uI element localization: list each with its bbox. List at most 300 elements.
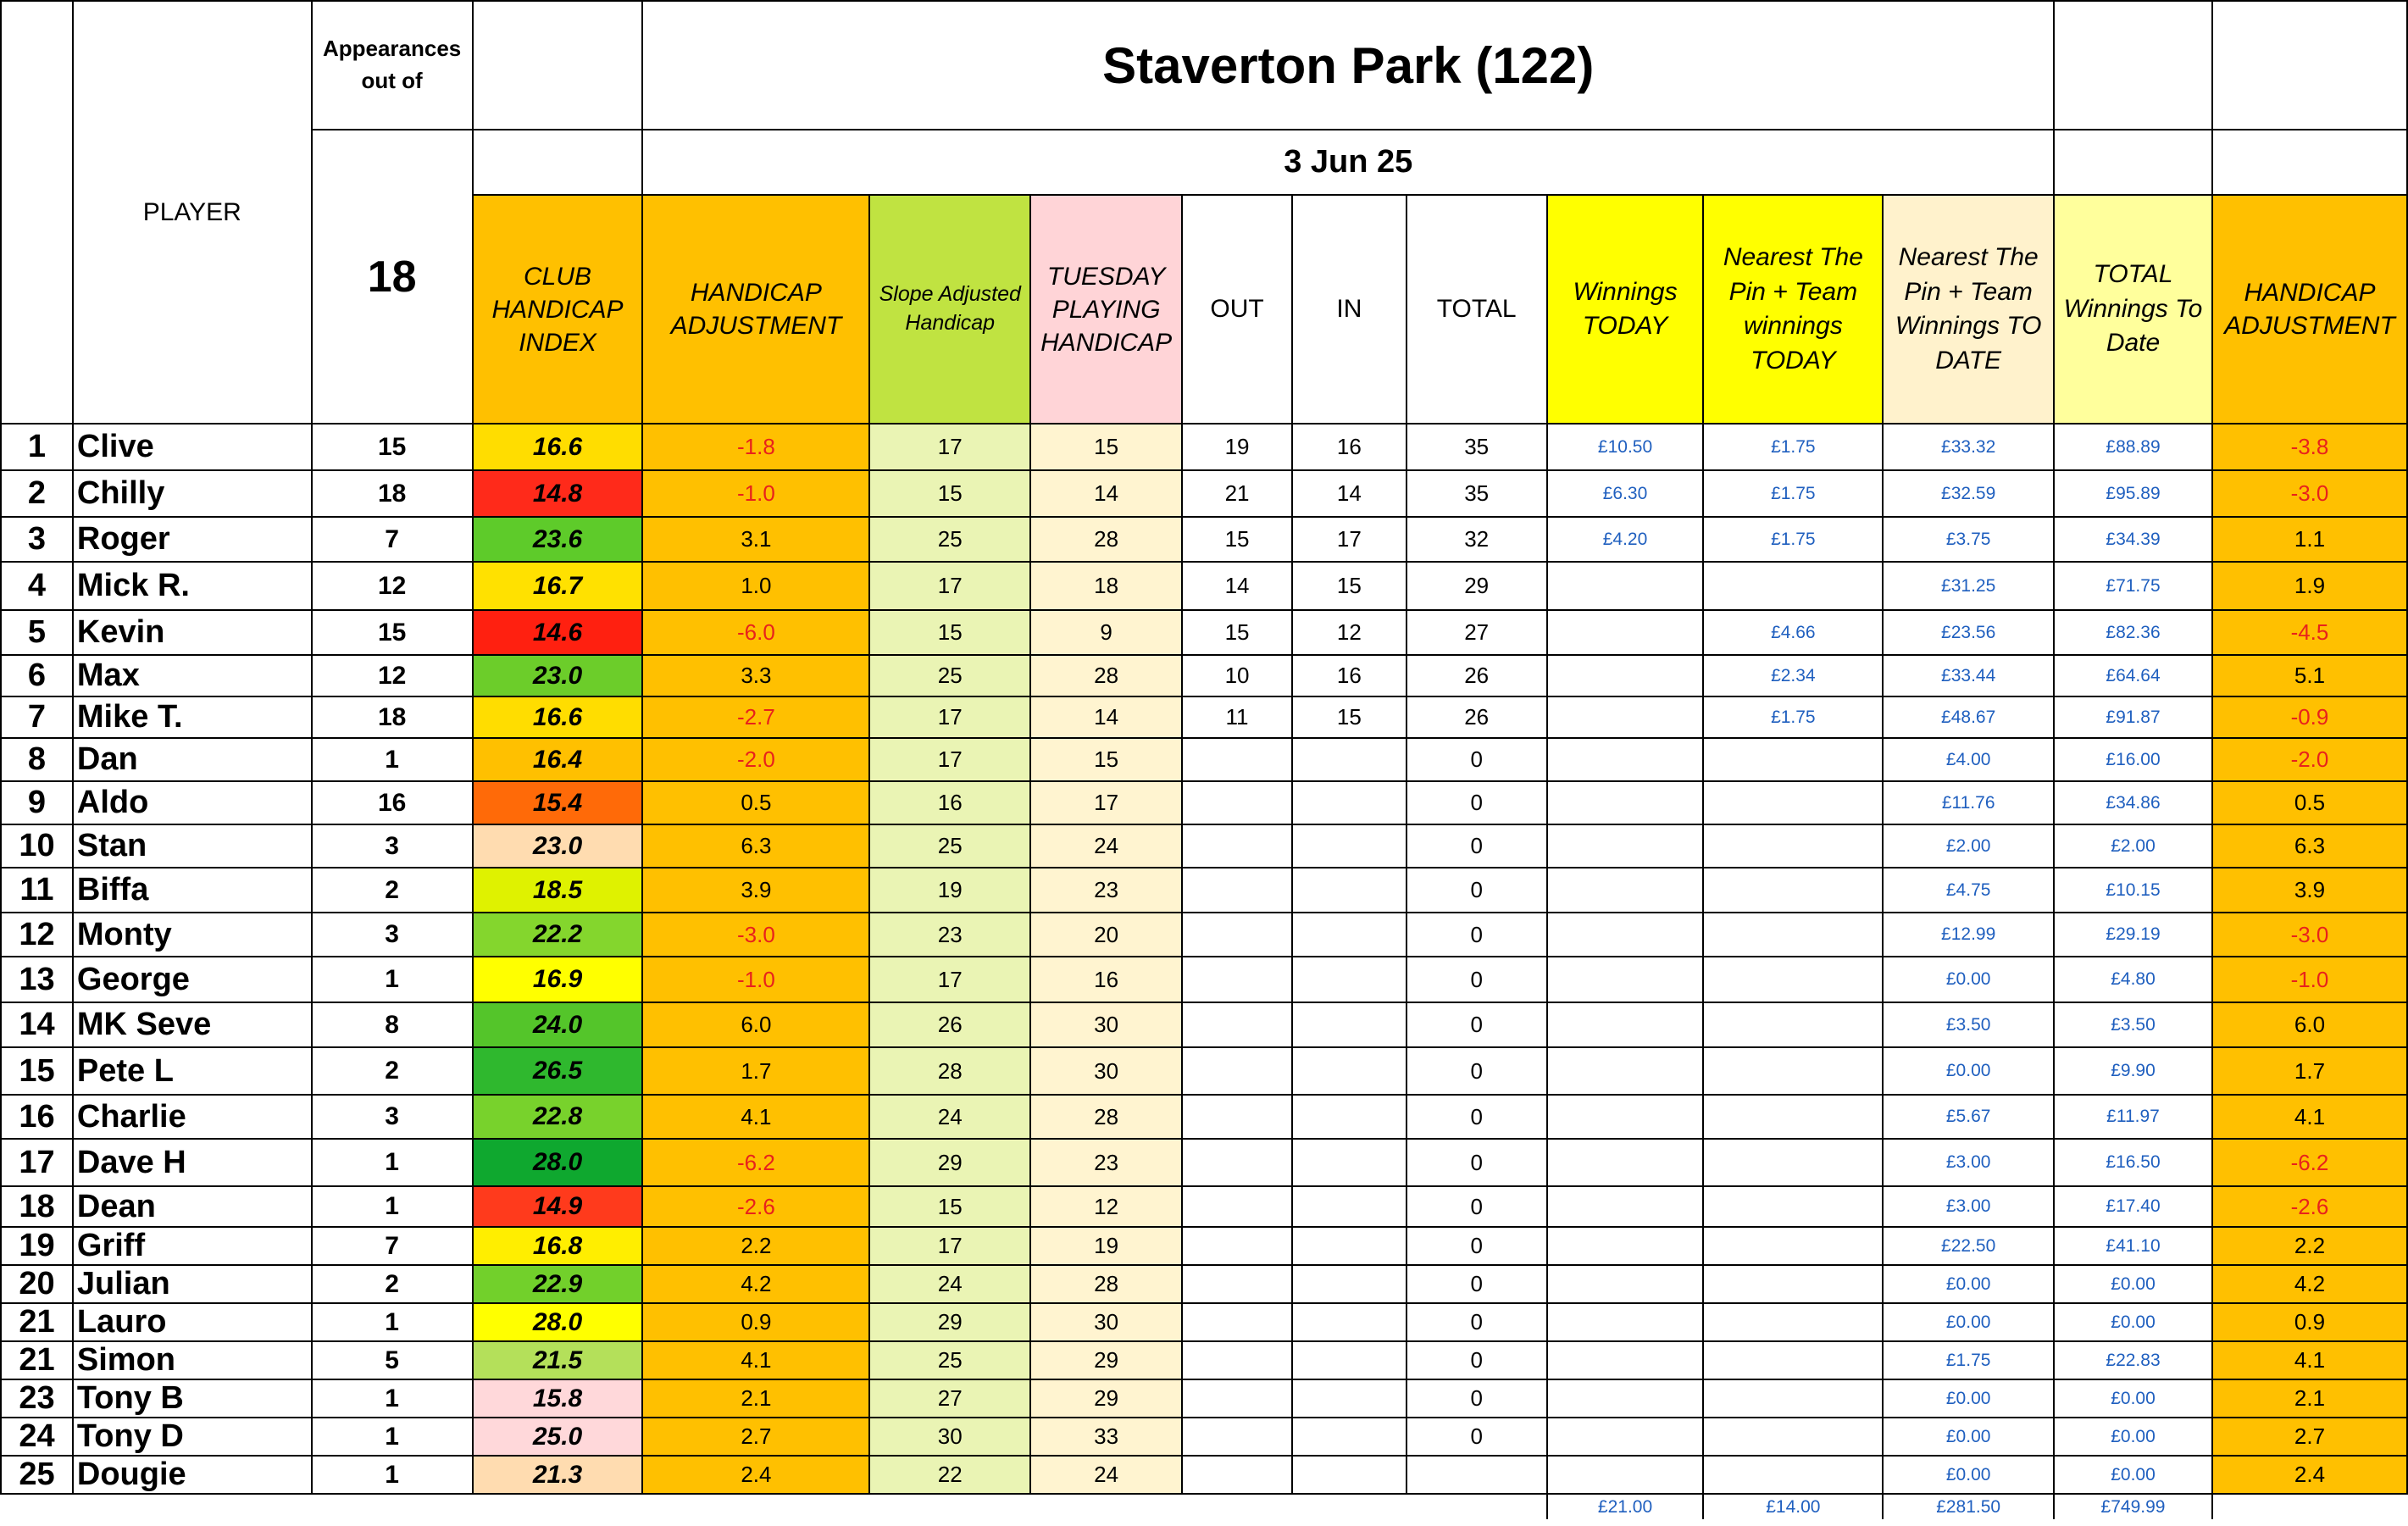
playing-handicap-cell: 30 (1030, 1002, 1182, 1047)
club-handicap-cell: 22.9 (473, 1265, 643, 1303)
player-row (1, 957, 2407, 1002)
ntp-today-cell (1703, 1456, 1883, 1494)
in-score-cell (1292, 1379, 1407, 1418)
blank-header-cell (2212, 1, 2407, 130)
appearances-cell: 1 (312, 957, 473, 1002)
handicap-adjustment-cell: 2.1 (642, 1379, 869, 1418)
ntp-today-cell (1703, 957, 1883, 1002)
out-score-cell (1182, 1265, 1292, 1303)
total-winnings-cell: £41.10 (2054, 1227, 2212, 1265)
in-score-cell (1292, 1227, 1407, 1265)
player-row (1, 610, 2407, 655)
ntp-today-cell (1703, 1002, 1883, 1047)
in-score-cell: 15 (1292, 562, 1407, 610)
handicap-adjustment-cell: -6.0 (642, 610, 869, 655)
out-score-cell: 15 (1182, 517, 1292, 562)
handicap-adjustment-2-cell: 6.0 (2212, 1002, 2407, 1047)
position-cell: 20 (1, 1265, 73, 1303)
appearances-cell: 1 (312, 1379, 473, 1418)
ntp-today-cell (1703, 824, 1883, 868)
total-score-cell: 0 (1407, 1047, 1547, 1095)
ntp-today-cell: £1.75 (1703, 517, 1883, 562)
in-score-cell (1292, 913, 1407, 957)
handicap-adjustment-header: HANDICAP ADJUSTMENT (642, 195, 869, 424)
appearances-cell: 1 (312, 738, 473, 781)
club-handicap-cell: 16.6 (473, 424, 643, 470)
winnings-today-cell (1547, 610, 1704, 655)
total-score-cell: 0 (1407, 957, 1547, 1002)
ntp-to-date-cell: £0.00 (1883, 1303, 2054, 1341)
total-score-cell: 0 (1407, 1265, 1547, 1303)
ntp-today-cell (1703, 1227, 1883, 1265)
handicap-adjustment-2-cell: 4.1 (2212, 1095, 2407, 1139)
total-winnings-header: TOTAL Winnings To Date (2054, 195, 2212, 424)
ntp-to-date-cell: £3.00 (1883, 1186, 2054, 1227)
total-winnings-cell: £29.19 (2054, 913, 2212, 957)
slope-adjusted-header: Slope Adjusted Handicap (869, 195, 1030, 424)
handicap-adjustment-2-cell: 6.3 (2212, 824, 2407, 868)
position-cell: 10 (1, 824, 73, 868)
ntp-today-cell (1703, 1303, 1883, 1341)
total-score-cell: 0 (1407, 868, 1547, 913)
position-cell: 9 (1, 781, 73, 824)
club-handicap-cell: 23.6 (473, 517, 643, 562)
slope-adjusted-cell: 25 (869, 655, 1030, 696)
handicap-adjustment-cell: 6.3 (642, 824, 869, 868)
slope-adjusted-cell: 25 (869, 1341, 1030, 1379)
player-name-cell: Chilly (73, 470, 312, 517)
total-winnings-cell: £22.83 (2054, 1341, 2212, 1379)
ntp-to-date-cell: £22.50 (1883, 1227, 2054, 1265)
total-score-cell: 0 (1407, 824, 1547, 868)
slope-adjusted-cell: 26 (869, 1002, 1030, 1047)
position-cell: 19 (1, 1227, 73, 1265)
handicap-adjustment-cell: 0.9 (642, 1303, 869, 1341)
player-row (1, 1186, 2407, 1227)
player-name-cell: Roger (73, 517, 312, 562)
appearances-label: Appearances out of (312, 1, 473, 130)
club-handicap-cell: 15.8 (473, 1379, 643, 1418)
slope-adjusted-cell: 25 (869, 824, 1030, 868)
position-cell: 2 (1, 470, 73, 517)
winnings-today-cell (1547, 1186, 1704, 1227)
out-score-cell (1182, 1095, 1292, 1139)
blank-cell (1407, 1494, 1547, 1519)
winnings-today-cell (1547, 1095, 1704, 1139)
slope-adjusted-cell: 17 (869, 696, 1030, 738)
club-handicap-cell: 28.0 (473, 1303, 643, 1341)
total-winnings-cell: £34.39 (2054, 517, 2212, 562)
handicap-adjustment-2-cell: 2.7 (2212, 1418, 2407, 1456)
total-winnings-cell: £9.90 (2054, 1047, 2212, 1095)
winnings-today-cell (1547, 1047, 1704, 1095)
ntp-today-cell: £1.75 (1703, 470, 1883, 517)
playing-handicap-cell: 28 (1030, 655, 1182, 696)
blank-header-cell (2054, 130, 2212, 195)
winnings-today-cell (1547, 655, 1704, 696)
player-row (1, 781, 2407, 824)
player-row (1, 1456, 2407, 1494)
total-ntp-today-cell: £14.00 (1703, 1494, 1883, 1519)
player-row (1, 868, 2407, 913)
ntp-to-date-cell: £11.76 (1883, 781, 2054, 824)
handicap-adjustment-cell: 1.0 (642, 562, 869, 610)
winnings-today-cell (1547, 1265, 1704, 1303)
handicap-adjustment-2-cell: 1.1 (2212, 517, 2407, 562)
ntp-today-cell (1703, 1186, 1883, 1227)
appearances-cell: 3 (312, 1095, 473, 1139)
appearances-cell: 12 (312, 655, 473, 696)
ntp-to-date-cell: £0.00 (1883, 1379, 2054, 1418)
appearances-cell: 7 (312, 1227, 473, 1265)
playing-handicap-cell: 14 (1030, 696, 1182, 738)
ntp-to-date-cell: £33.32 (1883, 424, 2054, 470)
player-row (1, 470, 2407, 517)
player-name-cell: Simon (73, 1341, 312, 1379)
ntp-to-date-cell: £3.50 (1883, 1002, 2054, 1047)
in-score-cell (1292, 1095, 1407, 1139)
winnings-today-cell (1547, 738, 1704, 781)
ntp-today-cell (1703, 1418, 1883, 1456)
ntp-to-date-cell: £0.00 (1883, 1265, 2054, 1303)
out-score-cell (1182, 781, 1292, 824)
total-score-cell: 32 (1407, 517, 1547, 562)
player-row (1, 517, 2407, 562)
in-score-cell (1292, 1265, 1407, 1303)
player-name-cell: Griff (73, 1227, 312, 1265)
player-row (1, 1047, 2407, 1095)
out-score-cell (1182, 1418, 1292, 1456)
playing-handicap-cell: 29 (1030, 1341, 1182, 1379)
appearances-cell: 2 (312, 1265, 473, 1303)
handicap-adjustment-2-cell: 1.9 (2212, 562, 2407, 610)
club-handicap-cell: 23.0 (473, 824, 643, 868)
out-score-cell (1182, 824, 1292, 868)
player-name-cell: Julian (73, 1265, 312, 1303)
total-score-cell: 0 (1407, 1418, 1547, 1456)
out-score-cell: 21 (1182, 470, 1292, 517)
appearances-cell: 5 (312, 1341, 473, 1379)
club-handicap-cell: 14.8 (473, 470, 643, 517)
total-win-today-cell: £21.00 (1547, 1494, 1704, 1519)
ntp-today-cell: £2.34 (1703, 655, 1883, 696)
player-row (1, 696, 2407, 738)
appearances-cell: 3 (312, 913, 473, 957)
winnings-today-cell: £6.30 (1547, 470, 1704, 517)
slope-adjusted-cell: 17 (869, 957, 1030, 1002)
in-score-cell: 12 (1292, 610, 1407, 655)
playing-handicap-cell: 15 (1030, 738, 1182, 781)
playing-handicap-cell: 24 (1030, 1456, 1182, 1494)
handicap-adjustment-cell: -2.6 (642, 1186, 869, 1227)
ntp-today-cell (1703, 562, 1883, 610)
handicap-adjustment-2-cell: 3.9 (2212, 868, 2407, 913)
total-score-cell (1407, 1456, 1547, 1494)
appearances-cell: 1 (312, 1303, 473, 1341)
handicap-adjustment-2-cell: 2.1 (2212, 1379, 2407, 1418)
player-row (1, 424, 2407, 470)
in-score-cell: 16 (1292, 655, 1407, 696)
appearances-cell: 15 (312, 424, 473, 470)
playing-handicap-cell: 19 (1030, 1227, 1182, 1265)
slope-adjusted-cell: 30 (869, 1418, 1030, 1456)
ntp-today-cell (1703, 1139, 1883, 1186)
position-cell: 7 (1, 696, 73, 738)
slope-adjusted-cell: 15 (869, 1186, 1030, 1227)
playing-handicap-cell: 30 (1030, 1047, 1182, 1095)
in-header: IN (1292, 195, 1407, 424)
player-name-cell: Max (73, 655, 312, 696)
winnings-today-cell: £4.20 (1547, 517, 1704, 562)
ntp-to-date-cell: £48.67 (1883, 696, 2054, 738)
slope-adjusted-cell: 25 (869, 517, 1030, 562)
handicap-adjustment-cell: 4.2 (642, 1265, 869, 1303)
winnings-today-cell (1547, 696, 1704, 738)
club-handicap-cell: 22.2 (473, 913, 643, 957)
ntp-today-header: Nearest The Pin + Team winnings TODAY (1703, 195, 1883, 424)
handicap-adjustment-cell: -1.0 (642, 470, 869, 517)
out-score-cell: 15 (1182, 610, 1292, 655)
in-score-cell (1292, 738, 1407, 781)
blank-header-cell (473, 130, 643, 195)
winnings-today-cell (1547, 1002, 1704, 1047)
in-score-cell: 14 (1292, 470, 1407, 517)
total-score-cell: 0 (1407, 1139, 1547, 1186)
handicap-adjustment-2-cell: 4.2 (2212, 1265, 2407, 1303)
handicap-adjustment-cell: 2.2 (642, 1227, 869, 1265)
club-handicap-cell: 28.0 (473, 1139, 643, 1186)
ntp-today-cell (1703, 1341, 1883, 1379)
appearances-cell: 2 (312, 1047, 473, 1095)
round-date: 3 Jun 25 (642, 130, 2054, 195)
blank-cell (312, 1494, 473, 1519)
total-score-cell: 0 (1407, 1303, 1547, 1341)
totals-row (1, 1494, 2407, 1519)
player-row (1, 913, 2407, 957)
playing-handicap-cell: 16 (1030, 957, 1182, 1002)
total-score-cell: 0 (1407, 1002, 1547, 1047)
slope-adjusted-cell: 23 (869, 913, 1030, 957)
blank-cell (642, 1494, 869, 1519)
total-winnings-cell: £0.00 (2054, 1379, 2212, 1418)
slope-adjusted-cell: 19 (869, 868, 1030, 913)
handicap-adjustment-2-cell: -4.5 (2212, 610, 2407, 655)
total-score-cell: 35 (1407, 470, 1547, 517)
blank-cell (1182, 1494, 1292, 1519)
in-score-cell: 15 (1292, 696, 1407, 738)
blank-cell (73, 1494, 312, 1519)
handicap-adjustment-2-cell: -2.0 (2212, 738, 2407, 781)
club-handicap-cell: 16.9 (473, 957, 643, 1002)
player-name-cell: Tony D (73, 1418, 312, 1456)
handicap-adjustment-2-cell: -6.2 (2212, 1139, 2407, 1186)
player-name-cell: Dave H (73, 1139, 312, 1186)
club-handicap-cell: 25.0 (473, 1418, 643, 1456)
slope-adjusted-cell: 15 (869, 610, 1030, 655)
appearances-cell: 18 (312, 470, 473, 517)
position-cell: 18 (1, 1186, 73, 1227)
out-score-cell: 11 (1182, 696, 1292, 738)
slope-adjusted-cell: 16 (869, 781, 1030, 824)
position-cell: 14 (1, 1002, 73, 1047)
handicap-adjustment-2-cell: 4.1 (2212, 1341, 2407, 1379)
total-winnings-cell: £34.86 (2054, 781, 2212, 824)
total-score-cell: 27 (1407, 610, 1547, 655)
winnings-today-cell (1547, 1379, 1704, 1418)
position-cell: 21 (1, 1303, 73, 1341)
in-score-cell (1292, 781, 1407, 824)
total-winnings-cell: £88.89 (2054, 424, 2212, 470)
out-score-cell (1182, 913, 1292, 957)
in-score-cell (1292, 1139, 1407, 1186)
playing-handicap-cell: 24 (1030, 824, 1182, 868)
player-name-cell: Aldo (73, 781, 312, 824)
out-score-cell: 10 (1182, 655, 1292, 696)
winnings-today-cell (1547, 868, 1704, 913)
player-column-header: PLAYER (73, 1, 312, 424)
course-title: Staverton Park (122) (642, 1, 2054, 130)
player-row (1, 1227, 2407, 1265)
winnings-today-cell (1547, 562, 1704, 610)
handicap-adjustment-2-header: HANDICAP ADJUSTMENT (2212, 195, 2407, 424)
blank-header-cell (473, 1, 643, 130)
in-score-cell (1292, 1002, 1407, 1047)
out-score-cell (1182, 1303, 1292, 1341)
club-handicap-index-header: CLUB HANDICAP INDEX (473, 195, 643, 424)
handicap-adjustment-2-cell: 1.7 (2212, 1047, 2407, 1095)
handicap-adjustment-2-cell: 0.5 (2212, 781, 2407, 824)
club-handicap-cell: 23.0 (473, 655, 643, 696)
ntp-today-cell (1703, 868, 1883, 913)
ntp-today-cell (1703, 1095, 1883, 1139)
total-score-cell: 0 (1407, 1186, 1547, 1227)
handicap-adjustment-cell: -6.2 (642, 1139, 869, 1186)
ntp-today-cell: £1.75 (1703, 424, 1883, 470)
total-score-cell: 35 (1407, 424, 1547, 470)
club-handicap-cell: 16.4 (473, 738, 643, 781)
handicap-adjustment-2-cell: 2.2 (2212, 1227, 2407, 1265)
total-score-cell: 26 (1407, 655, 1547, 696)
club-handicap-cell: 16.8 (473, 1227, 643, 1265)
position-cell: 11 (1, 868, 73, 913)
total-winnings-cell: £3.50 (2054, 1002, 2212, 1047)
appearances-cell: 1 (312, 1139, 473, 1186)
in-score-cell: 17 (1292, 517, 1407, 562)
winnings-today-cell (1547, 1139, 1704, 1186)
ntp-to-date-cell: £33.44 (1883, 655, 2054, 696)
handicap-adjustment-2-cell: -3.0 (2212, 470, 2407, 517)
total-score-cell: 29 (1407, 562, 1547, 610)
handicap-adjustment-2-cell: -3.8 (2212, 424, 2407, 470)
ntp-to-date-cell: £32.59 (1883, 470, 2054, 517)
playing-handicap-cell: 28 (1030, 1265, 1182, 1303)
player-row (1, 738, 2407, 781)
blank-cell (869, 1494, 1030, 1519)
total-winnings-cell: £16.50 (2054, 1139, 2212, 1186)
position-cell: 13 (1, 957, 73, 1002)
handicap-adjustment-2-cell: 0.9 (2212, 1303, 2407, 1341)
out-score-cell (1182, 1379, 1292, 1418)
playing-handicap-cell: 14 (1030, 470, 1182, 517)
ntp-to-date-cell: £2.00 (1883, 824, 2054, 868)
in-score-cell (1292, 1186, 1407, 1227)
handicap-adjustment-cell: 2.7 (642, 1418, 869, 1456)
appearances-cell: 1 (312, 1418, 473, 1456)
out-score-cell (1182, 1047, 1292, 1095)
total-winnings-cell: £95.89 (2054, 470, 2212, 517)
appearances-cell: 16 (312, 781, 473, 824)
total-score-cell: 26 (1407, 696, 1547, 738)
out-score-cell (1182, 1139, 1292, 1186)
total-score-cell: 0 (1407, 1379, 1547, 1418)
player-name-cell: Dean (73, 1186, 312, 1227)
ntp-to-date-cell: £12.99 (1883, 913, 2054, 957)
handicap-adjustment-cell: 2.4 (642, 1456, 869, 1494)
playing-handicap-cell: 15 (1030, 424, 1182, 470)
position-cell: 3 (1, 517, 73, 562)
out-score-cell: 19 (1182, 424, 1292, 470)
ntp-to-date-cell: £0.00 (1883, 957, 2054, 1002)
winnings-today-cell (1547, 824, 1704, 868)
position-cell: 16 (1, 1095, 73, 1139)
out-score-cell (1182, 1002, 1292, 1047)
club-handicap-cell: 16.6 (473, 696, 643, 738)
playing-handicap-cell: 12 (1030, 1186, 1182, 1227)
handicap-adjustment-2-cell: 2.4 (2212, 1456, 2407, 1494)
winnings-today-cell (1547, 1418, 1704, 1456)
ntp-today-cell (1703, 1047, 1883, 1095)
winnings-today-cell (1547, 1456, 1704, 1494)
total-winnings-cell: £0.00 (2054, 1265, 2212, 1303)
player-row (1, 1303, 2407, 1341)
appearances-cell: 18 (312, 696, 473, 738)
total-score-cell: 0 (1407, 1095, 1547, 1139)
playing-handicap-cell: 30 (1030, 1303, 1182, 1341)
slope-adjusted-cell: 24 (869, 1265, 1030, 1303)
handicap-adjustment-cell: 1.7 (642, 1047, 869, 1095)
player-name-cell: Dougie (73, 1456, 312, 1494)
in-score-cell (1292, 1303, 1407, 1341)
total-winnings-cell: £64.64 (2054, 655, 2212, 696)
ntp-today-cell (1703, 781, 1883, 824)
position-cell: 25 (1, 1456, 73, 1494)
appearances-cell: 15 (312, 610, 473, 655)
position-cell: 21 (1, 1341, 73, 1379)
total-winnings-cell: £11.97 (2054, 1095, 2212, 1139)
out-score-cell (1182, 957, 1292, 1002)
winnings-today-header: Winnings TODAY (1547, 195, 1704, 424)
blank-header-cell (2054, 1, 2212, 130)
club-handicap-cell: 15.4 (473, 781, 643, 824)
handicap-adjustment-cell: 4.1 (642, 1095, 869, 1139)
ntp-to-date-cell: £31.25 (1883, 562, 2054, 610)
winnings-today-cell: £10.50 (1547, 424, 1704, 470)
player-name-cell: George (73, 957, 312, 1002)
ntp-today-cell: £4.66 (1703, 610, 1883, 655)
appearances-cell: 2 (312, 868, 473, 913)
position-cell: 12 (1, 913, 73, 957)
out-score-cell (1182, 1186, 1292, 1227)
tuesday-playing-header: TUESDAY PLAYING HANDICAP (1030, 195, 1182, 424)
playing-handicap-cell: 20 (1030, 913, 1182, 957)
winnings-today-cell (1547, 913, 1704, 957)
ntp-to-date-cell: £5.67 (1883, 1095, 2054, 1139)
ntp-today-cell (1703, 1379, 1883, 1418)
player-name-cell: Mick R. (73, 562, 312, 610)
player-row (1, 1002, 2407, 1047)
position-cell: 8 (1, 738, 73, 781)
handicap-adjustment-cell: 4.1 (642, 1341, 869, 1379)
